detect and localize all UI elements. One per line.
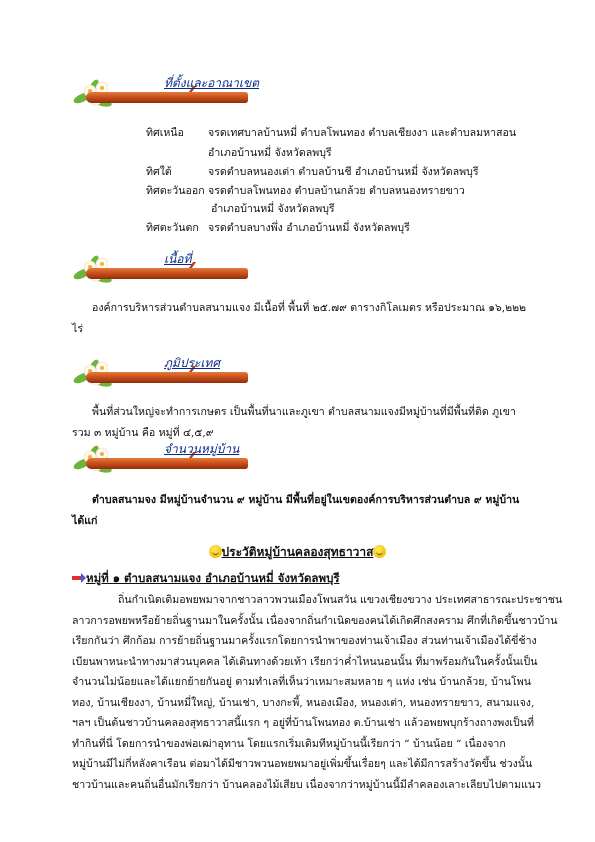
branch-bar — [86, 458, 248, 469]
section-label: เนื้อที่ — [164, 252, 192, 266]
smiley-icon — [209, 545, 222, 558]
smiley-icon — [373, 545, 386, 558]
terrain-paragraph — [72, 402, 534, 443]
villages-text-line: ได้แก่ — [72, 514, 98, 527]
history-text-line: เบียนพาหนะนำทางมาส่วนบุคคล ได้เดินทางด้วยเท้า เรียกว่าค่ำไหนนอนนั้น ที่มาพร้อมกันในครั้งนั้นเป็น — [72, 655, 538, 668]
history-text-line: ทอง, บ้านเชียงงา, บ้านหมี่ใหญ่, บ้านเช่า, บางกะพี้, หนองเมือง, หนองเต่า, หนองทรายขาว, สนามแจง, — [72, 696, 535, 709]
history-title-text: ประวัติหมู่บ้านคลองสุทธาวาส — [221, 545, 374, 559]
area-paragraph — [72, 298, 534, 339]
area-text-line: องค์การบริหารส่วนตำบลสนามแจง มีเนื้อที่ พื้นที่ ๒๕.๗๙ ตารางกิโลเมตร หรือประมาณ ๑๖,๒๒๒ — [92, 302, 527, 314]
territory-direction: ทิศตะวันออก — [146, 185, 205, 197]
history-text-line: ทำกินที่นี่ โดยการนำของพ่อเฒ่าอุทาน โดยแรกเริ่มเดิมทีหมู่บ้านนี้เรียกว่า “ บ้านน้อย “ เนื่องจาก — [72, 737, 506, 750]
history-paragraph — [72, 590, 563, 795]
section-label: จำนวนหมู่บ้าน — [164, 442, 240, 456]
villages-paragraph — [72, 490, 534, 531]
history-text-line: ถิ่นกำเนิดเดิมอพยพมาจากชาวลาวพวนเมืองโพนสวัน แขวงเชียงขวาง ประเทศสาธารณะประชาชน — [118, 594, 563, 606]
area-text-line: ไร่ — [72, 322, 84, 335]
history-text-line: หมู่บ้านมีไม่กี่หลังคาเรือน ต่อมาได้มีชาวพวนอพยพมาอยู่เพิ่มขึ้นเรื่อยๆ และได้มีการสร้างวัดขึ้น ช่วงนั้น — [72, 758, 533, 770]
history-text-line: ฯลฯ เป็นต้นชาวบ้านคลองสุทธาวาสนี้แรก ๆ อยู่ที่บ้านโพนทอง ต.บ้านเช่า แล้วอพยพบุกร้างถางพงเป็นที่ — [72, 717, 534, 729]
section-banner-area — [72, 248, 250, 288]
village-1-title-text: หมู่ที่ ๑ ตำบลสนามแจง อำเภอบ้านหมี่ จังหวัดลพบุรี — [86, 571, 340, 585]
branch-bar — [86, 92, 248, 103]
territory-text: จรดเทศบาลบ้านหมี่ ตำบลโพนทอง ตำบลเชียงงา และตำบลมหาสอน — [208, 127, 517, 139]
history-text-line: ชาวบ้านและคนถิ่นอื่นมักเรียกว่า บ้านคลองไม้เสียบ เนื่องจากว่าหมู่บ้านนี้มีลำคลองเลาะเลียบไปตามแนว — [72, 778, 542, 791]
section-banner-terrain — [72, 352, 250, 392]
section-banner-territory — [72, 72, 260, 112]
pin-bullet-icon — [72, 573, 86, 583]
village-1-title — [72, 570, 340, 588]
territory-text: จรดตำบลบางพึ่ง อำเภอบ้านหมี่ จังหวัดลพบุรี — [208, 222, 410, 234]
history-text-line: เรียกกันว่า ศึกก้อม การย้ายถิ่นฐานมาครั้งแรกโดยการนำพาของท่านเจ้าเมือง ส่วนท่านเจ้าเมืองได้ขี่ช้าง — [72, 635, 537, 647]
territory-text: อำเภอบ้านหมี่ จังหวัดลพบุรี — [211, 203, 335, 215]
territory-direction: ทิศใต้ — [146, 166, 172, 178]
branch-bar — [86, 372, 248, 383]
section-label: ที่ตั้งและอาณาเขต — [164, 76, 260, 90]
section-banner-villages — [72, 438, 250, 478]
terrain-text-line: รวม ๓ หมู่บ้าน คือ หมู่ที่ ๔,๕,๙ — [72, 426, 214, 439]
territory-text: จรดตำบลโพนทอง ตำบลบ้านกล้วย ตำบลหนองทรายขาว — [208, 185, 465, 197]
history-text-line: ลาวการอพยพหรือย้ายถิ่นฐานมาในครั้งนั้น เนื่องจากถิ่นกำเนิดของคนได้เกิดศึกสงคราม ศึกที่เกิดขึ้นชาวบ้าน — [72, 614, 558, 627]
branch-bar — [86, 268, 248, 279]
territory-direction: ทิศเหนือ — [146, 127, 184, 139]
history-text-line: จำนวนไม่น้อยและได้แยกย้ายกันอยู่ ตามทำเลที่เห็นว่าเหมาะสมหลาย ๆ แห่ง เช่น บ้านกล้วย, บ้านโพน — [72, 676, 531, 688]
territory-direction: ทิศตะวันตก — [146, 222, 199, 234]
terrain-text-line: พื้นที่ส่วนใหญ่จะทำการเกษตร เป็นพื้นที่นาและภูเขา ตำบลสนามแจงมีหมู่บ้านที่มีพื้นที่ติด ภูเขา — [92, 406, 516, 418]
villages-text-line: ตำบลสนามจง มีหมู่บ้านจำนวน ๙ หมู่บ้าน มีพื้นที่อยู่ในเขตองค์การบริหารส่วนตำบล ๙ หมู่บ้าน — [92, 494, 520, 506]
section-label: ภูมิประเทศ — [164, 356, 220, 370]
territory-text: จรดตำบลหนองเต่า ตำบลบ้านชี อำเภอบ้านหมี่ จังหวัดลพบุรี — [208, 166, 479, 178]
territory-text: อำเภอบ้านหมี่ จังหวัดลพบุรี — [208, 147, 332, 159]
history-title — [0, 543, 595, 562]
